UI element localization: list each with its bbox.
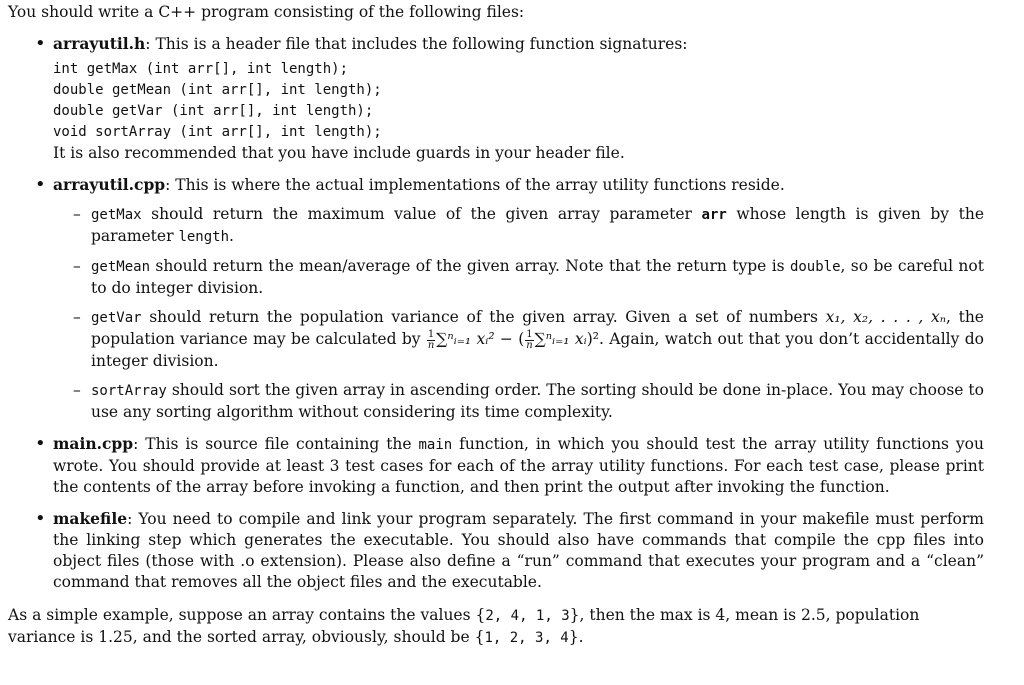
example-text: As a simple example, suppose an array contains the values { [8, 605, 486, 624]
sum-term: ∑ⁿᵢ₌₁ xᵢ² [436, 330, 495, 348]
include-guard-note: It is also recommended that you have include guards in your header file. [53, 144, 625, 162]
code-line: int getMax (int arr[], int length); [53, 61, 349, 77]
type-name: double [789, 259, 841, 275]
main-function-name: main [418, 436, 453, 453]
intro-text: You should write a C++ program consisting of the following files: [8, 3, 525, 21]
fraction-numerator: 1 [526, 328, 533, 340]
function-text: should sort the given array in ascending order. The sorting should be done in-place. You may choose to use any sorting algorithm without considering its time complexity. [91, 380, 984, 421]
function-text: , the population variance may be calculated by [91, 308, 984, 348]
length-name: length [178, 229, 230, 245]
file-name: arrayutil.cpp [53, 175, 166, 194]
number-set: x₁, x₂, . . . , xₙ [825, 308, 947, 326]
fraction-denominator: n [526, 339, 533, 351]
list-item-arrayutil-cpp [8, 174, 984, 423]
param-name: arr [701, 207, 727, 223]
function-text: , so be careful not to do integer division. [91, 257, 984, 297]
function-text: should return the maximum value of the given array parameter [141, 205, 702, 223]
function-getmean [53, 256, 984, 299]
function-name: getVar [91, 310, 142, 326]
function-name: sortArray [91, 382, 167, 399]
function-text: should return the mean/average of the given array. Note that the return type is [150, 257, 790, 275]
list-item-arrayutil-h [8, 33, 984, 164]
code-block [53, 59, 984, 143]
fraction-numerator: 1 [427, 328, 435, 340]
fraction [525, 330, 533, 351]
fraction-denominator: n [427, 339, 435, 351]
example-text: }, then the max is 4, mean is 2.5, population variance is 1.25, and the sorted array, obviously, should be { [8, 605, 920, 646]
sum-term: ∑ⁿᵢ₌₁ xᵢ [534, 330, 587, 348]
function-getmax [53, 204, 984, 248]
example-values: 2, 4, 1, 3 [485, 607, 570, 624]
function-getvar [53, 307, 984, 372]
file-name: main.cpp [53, 433, 134, 453]
file-name: makefile [53, 508, 128, 528]
list-item-makefile [8, 508, 984, 593]
code-line: double getMean (int arr[], int length); [53, 82, 382, 98]
function-name: getMax [91, 207, 142, 223]
function-text: . Again, watch out that you don’t accidentally do integer division. [91, 330, 984, 370]
file-description: : This is a header file that includes the following function signatures: [145, 35, 688, 53]
minus-sign: − ( [494, 330, 525, 348]
file-description: function, in which you should test the array utility functions you wrote. You should provide at least 3 test cases for each of the array utility functions. For each test case, please print the contents of the array before invoking a function, and then print the output after invoking the function. [53, 434, 984, 496]
function-name: getMean [91, 259, 151, 275]
function-text: should return the population variance of the given array. Given a set of numbers [141, 308, 826, 326]
file-description: : You need to compile and link your program separately. The first command in your makefile must perform the linking step which generates the executable. You should also have commands that compile the cpp files into object files (those with .o extension). Please also define a “run” command that executes your program and a “clean” command that removes all the object files and the executable. [53, 509, 984, 591]
assignment-document [8, 2, 984, 649]
function-text: whose length is given by the parameter [91, 205, 984, 245]
file-name: arrayutil.h [53, 34, 146, 53]
function-sortarray [53, 380, 984, 423]
code-line: void sortArray (int arr[], int length); [53, 124, 382, 140]
sorted-values: 1, 2, 3, 4 [484, 629, 569, 646]
fraction [427, 330, 435, 351]
example-text: }. [568, 627, 584, 646]
code-line: double getVar (int arr[], int length); [53, 103, 374, 119]
function-list [53, 204, 984, 423]
file-list [8, 33, 984, 593]
example-paragraph [8, 605, 984, 649]
closing-paren: )² [586, 330, 599, 348]
file-description: : This is where the actual implementations of the array utility functions reside. [165, 176, 785, 194]
list-item-main-cpp [8, 433, 984, 498]
punctuation: . [229, 227, 234, 245]
file-description: : This is source file containing the [133, 434, 419, 453]
